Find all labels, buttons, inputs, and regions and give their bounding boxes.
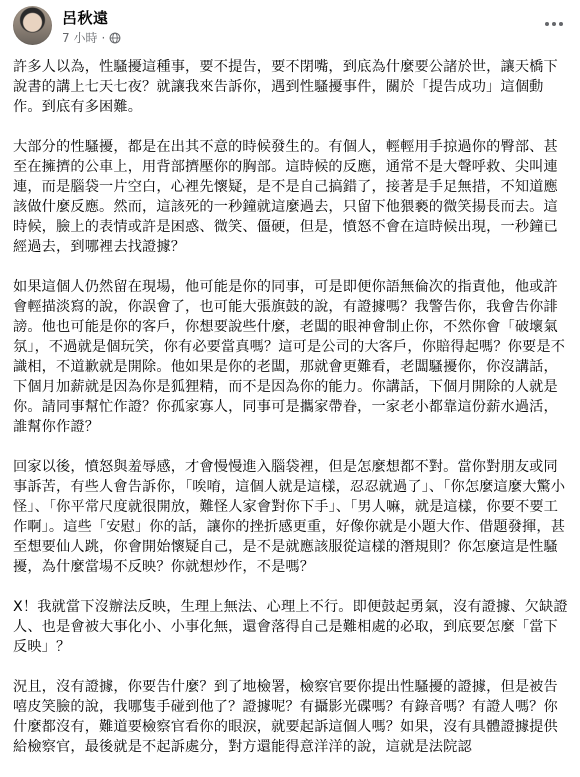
post-paragraph-4: 回家以後，憤怒與羞辱感，才會慢慢進入腦袋裡，但是怎麼想都不對。當你對朋友或同事訴苦，有些人會告訴你，「唉唷，這個人就是這樣，忍忍就過了」、「你怎麼這麼大驚小怪」、「你平常尺度就很開放，難怪人家會對你下手」、「男人嘛，就是這樣，你要不要工作啊」。這些「安慰」你的話，讓你的挫折感更重，好像你就是小題大作、借題發揮，甚至想要仙人跳，你會開始懷疑自己，是不是就應該服從這樣的潛規則？你怎麼這是性騷擾，為什麼當場不反映？你就想炒作，不是嗎？ — [13, 459, 566, 575]
post-header — [0, 0, 580, 52]
author-avatar[interactable] — [13, 6, 52, 45]
author-name[interactable]: 呂秋遠 — [62, 9, 109, 27]
post-meta — [62, 29, 121, 46]
post-timestamp[interactable]: 7 小時 — [62, 31, 98, 45]
meta-separator: · — [101, 30, 106, 45]
post-paragraph-5: X！我就當下沒辦法反映，生理上無法、心理上不行。即便鼓起勇氣，沒有證據、欠缺證人、也是會被大事化小、小事化無，還會落得自己是難相處的必取，到底要怎麼「當下反映」？ — [13, 599, 568, 655]
post-body — [13, 57, 569, 777]
more-options-icon[interactable] — [540, 12, 568, 36]
post-paragraph-1: 許多人以為，性騷擾這種事，要不提告，要不閉嘴，到底為什麼要公諸於世，讓天橋下說書的講上七天七夜？就讓我來告訴你，遇到性騷擾事件，關於「提告成功」這個動作。到底有多困難。 — [13, 59, 558, 115]
post-paragraph-3: 如果這個人仍然留在現場，他可能是你的同事，可是即便你語無倫次的指責他，他或許會輕描淡寫的說，你誤會了，也可能大張旗鼓的說，有證據嗎？我警告你，我會告你誹謗。他也可能是你的客戶，你想要說些什麼，老闆的眼神會制止你，不然你會「破壞氣氛」，不過就是個玩笑，你有必要當真嗎？這可是公司的大客戶，你賠得起嗎？你要是不識相，不道歉就是開除。他如果是你的老闆，那就會更難看，老闆騷擾你，你沒講話，下個月加薪就是因為你是狐狸精，而不是因為你的能力。你講話，下個月開除的人就是你。請同事幫忙作證？你孤家寡人，同事可是攜家帶眷，一家老小都靠這份薪水過活，誰幫你作證？ — [13, 279, 566, 435]
globe-icon — [109, 32, 121, 44]
post-paragraph-2: 大部分的性騷擾，都是在出其不意的時候發生的。有個人，輕輕用手掠過你的臀部、甚至在擁擠的公車上，用背部擠壓你的胸部。這時候的反應，通常不是大聲呼救、尖叫連連，而是腦袋一片空白，心裡先懷疑，是不是自己搞錯了，接著是手足無措，不知道應該做什麼反應。然而，這該死的一秒鐘就這麼過去，只留下他猥褻的微笑揚長而去。這時候，臉上的表情或許是困惑、微笑、僵硬，但是，憤怒不會在這時候出現，一秒鐘已經過去，到哪裡去找證據？ — [13, 139, 558, 255]
post-paragraph-6: 況且，沒有證據，你要告什麼？到了地檢署，檢察官要你提出性騷擾的證據，但是被告嘻皮笑臉的說，我哪隻手碰到他了？證據呢？有攝影光碟嗎？有錄音嗎？有證人嗎？你什麼都沒有，難道要檢察官看你的眼淚，就要起訴這個人嗎？如果，沒有具體證據提供給檢察官，最後就是不起訴處分，對方還能得意洋洋的說，這就是法院認 — [13, 679, 558, 755]
